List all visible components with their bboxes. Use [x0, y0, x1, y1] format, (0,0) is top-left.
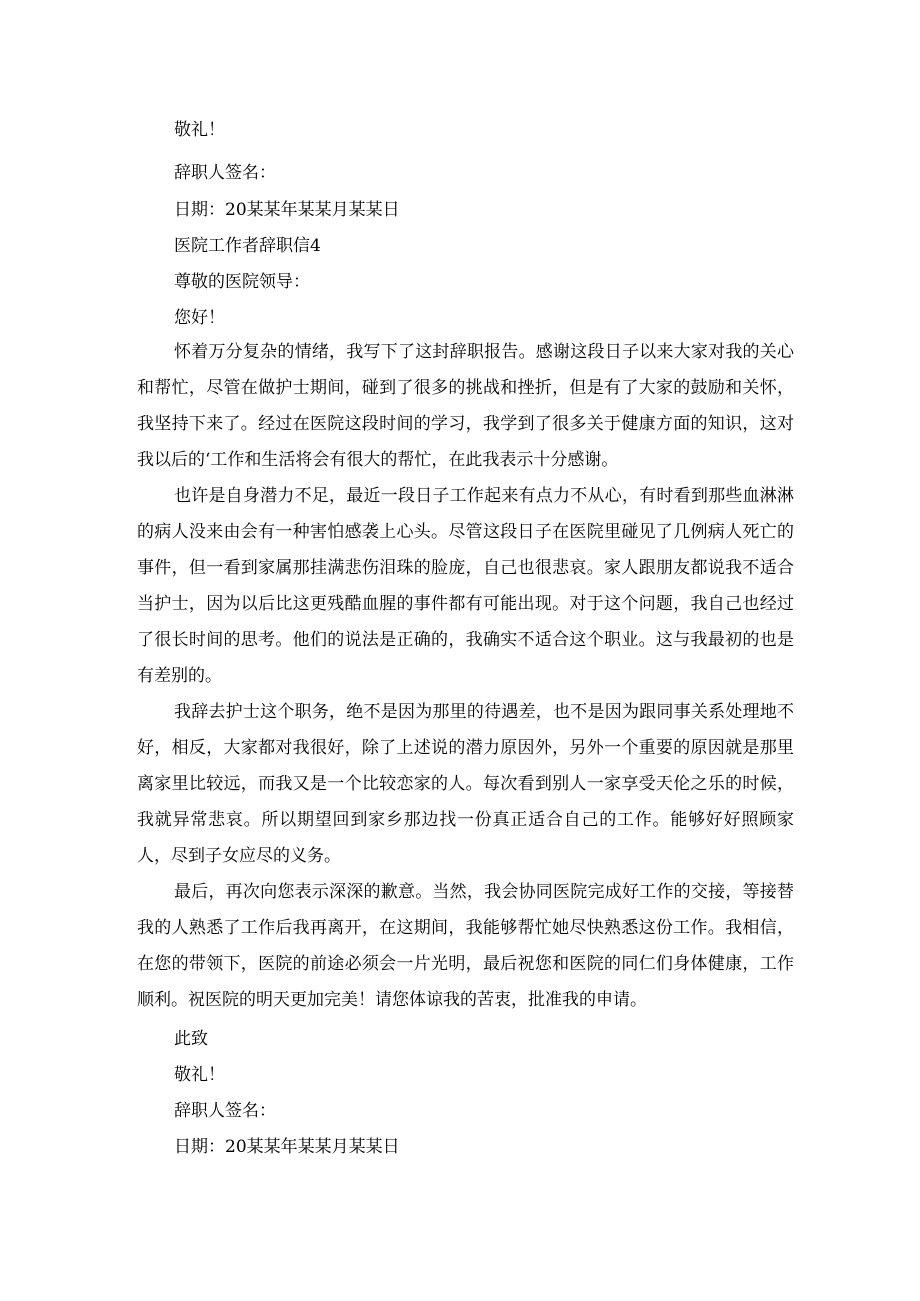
top-signature-line: 辞职人签名： [174, 163, 276, 183]
top-salute: 敬礼！ [174, 120, 225, 140]
letter-title: 医院工作者辞职信4 [174, 236, 321, 256]
body-paragraph-3: 我辞去护士这个职务，绝不是因为那里的待遇差，也不是因为跟同事关系处理地不好，相反，大家都对我很好，除了上述说的潜力原因外，另外一个重要的原因就是那里离家里比较远，而我又是一个比较恋家的人。每次看到别人一家享受天伦之乐的时候，我就异常悲哀。所以期望回到家乡那边找一份真正适合自己的工作。能够好好照顾家人，尽到子女应尽的义务。 [137, 702, 794, 866]
top-date-line: 日期：20某某年某某月某某日 [174, 200, 400, 220]
closing-to: 此致 [174, 1029, 208, 1049]
closing-salute: 敬礼！ [174, 1065, 225, 1085]
body-paragraph-2: 也许是自身潜力不足，最近一段日子工作起来有点力不从心，有时看到那些血淋淋的病人没来由会有一种害怕感袭上心头。尽管这段日子在医院里碰见了几例病人死亡的事件，但一看到家属那挂满悲伤泪珠的脸庞，自己也很悲哀。家人跟朋友都说我不适合当护士，因为以后比这更残酷血腥的事件都有可能出现。对于这个问题，我自己也经过了很长时间的思考。他们的说法是正确的，我确实不适合这个职业。这与我最初的也是有差别的。 [137, 486, 794, 686]
body-paragraph-1: 怀着万分复杂的情绪，我写下了这封辞职报告。感谢这段日子以来大家对我的关心和帮忙，尽管在做护士期间，碰到了很多的挑战和挫折，但是有了大家的鼓励和关怀，我坚持下来了。经过在医院这段时间的学习，我学到了很多关于健康方面的知识，这对我以后的‘工作和生活将会有很大的帮忙，在此我表示十分感谢。 [137, 342, 794, 470]
body-paragraph-4: 最后，再次向您表示深深的歉意。当然，我会协同医院完成好工作的交接，等接替我的人熟悉了工作后我再离开，在这期间，我能够帮忙她尽快熟悉这份工作。我相信，在您的带领下，医院的前途必须会一片光明，最后祝您和医院的同仁们身体健康，工作顺利。祝医院的明天更加完美！请您体谅我的苦衷，批准我的申请。 [137, 882, 794, 1010]
closing-signature-line: 辞职人签名： [174, 1101, 276, 1121]
greeting-recipient: 尊敬的医院领导： [174, 272, 310, 292]
greeting-hello: 您好！ [174, 308, 225, 328]
closing-date-line: 日期：20某某年某某月某某日 [174, 1137, 400, 1157]
